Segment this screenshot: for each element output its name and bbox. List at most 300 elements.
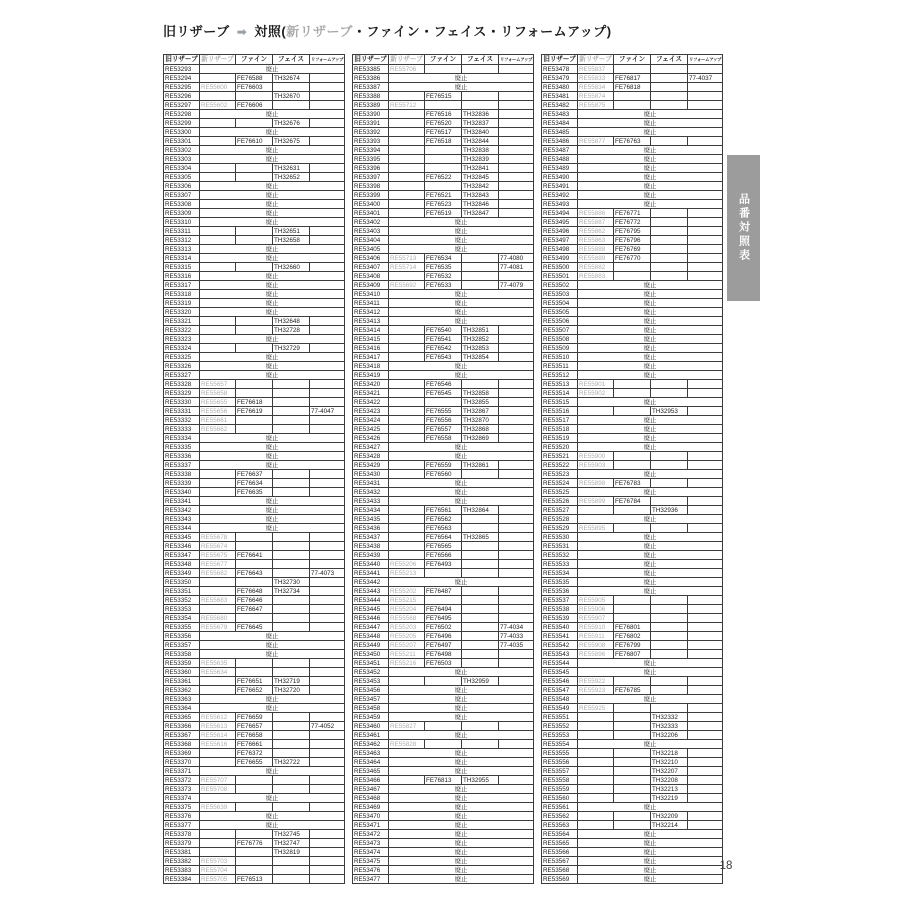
- discontinued-cell: 廃止: [389, 731, 534, 740]
- face-code-cell: TH32843: [462, 191, 499, 200]
- fine-code-cell: FE76521: [425, 191, 462, 200]
- table-row: [353, 758, 534, 767]
- fine-code-cell: [236, 830, 273, 839]
- face-code-cell: [462, 659, 499, 668]
- old-code-cell: RE53298: [164, 110, 200, 119]
- table-row: [542, 290, 723, 299]
- table-row: [164, 128, 345, 137]
- old-code-cell: RE53359: [164, 659, 200, 668]
- reform-code-cell: [310, 389, 345, 398]
- old-code-cell: RE53492: [542, 191, 578, 200]
- discontinued-cell: 廃止: [578, 164, 723, 173]
- old-code-cell: RE53368: [164, 740, 200, 749]
- reform-code-cell: [310, 263, 345, 272]
- new-code-cell: RE55833: [578, 74, 614, 83]
- new-code-cell: [578, 821, 614, 830]
- discontinued-cell: 廃止: [389, 695, 534, 704]
- table-row: [164, 137, 345, 146]
- old-code-cell: RE53487: [542, 146, 578, 155]
- face-code-cell: TH32658: [273, 236, 310, 245]
- face-code-cell: [273, 569, 310, 578]
- fine-code-cell: FE76557: [425, 425, 462, 434]
- face-code-cell: TH32332: [651, 713, 688, 722]
- discontinued-cell: 廃止: [389, 749, 534, 758]
- old-code-cell: RE53334: [164, 434, 200, 443]
- fine-code-cell: [614, 380, 651, 389]
- old-code-cell: RE53518: [542, 425, 578, 434]
- reform-code-cell: [499, 506, 534, 515]
- new-code-cell: RE55206: [389, 560, 425, 569]
- table-row: [164, 191, 345, 200]
- reform-code-cell: [499, 470, 534, 479]
- old-code-cell: RE53360: [164, 668, 200, 677]
- face-code-cell: [462, 722, 499, 731]
- table-row: [353, 65, 534, 74]
- table-row: [542, 830, 723, 839]
- reform-code-cell: [688, 794, 723, 803]
- discontinued-cell: 廃止: [200, 308, 345, 317]
- table-row: [542, 785, 723, 794]
- table-row: [353, 704, 534, 713]
- old-code-cell: RE53496: [542, 227, 578, 236]
- fine-code-cell: [614, 452, 651, 461]
- fine-code-cell: [614, 713, 651, 722]
- old-code-cell: RE53386: [353, 74, 389, 83]
- table-row: [542, 677, 723, 686]
- discontinued-cell: 廃止: [578, 416, 723, 425]
- old-code-cell: RE53323: [164, 335, 200, 344]
- discontinued-cell: 廃止: [578, 695, 723, 704]
- table-row: [542, 803, 723, 812]
- face-code-cell: [462, 515, 499, 524]
- table-row: [164, 749, 345, 758]
- old-code-cell: RE53392: [353, 128, 389, 137]
- fine-code-cell: [425, 155, 462, 164]
- reform-code-cell: [688, 83, 723, 92]
- reform-code-cell: [688, 614, 723, 623]
- table-row: [542, 695, 723, 704]
- new-code-cell: RE55911: [578, 632, 614, 641]
- new-code-cell: [389, 389, 425, 398]
- table-row: [542, 605, 723, 614]
- reform-code-cell: [499, 146, 534, 155]
- reform-code-cell: [499, 722, 534, 731]
- table-row: [542, 335, 723, 344]
- new-code-cell: RE55714: [389, 263, 425, 272]
- column-header-reform: リフォームアップ: [310, 55, 345, 65]
- old-code-cell: RE53337: [164, 461, 200, 470]
- fine-code-cell: [614, 749, 651, 758]
- reform-code-cell: [499, 200, 534, 209]
- reform-code-cell: [688, 821, 723, 830]
- fine-code-cell: FE76646: [236, 596, 273, 605]
- face-code-cell: [273, 614, 310, 623]
- table-row: [542, 380, 723, 389]
- table-row: [353, 245, 534, 254]
- reform-code-cell: 77-4080: [499, 254, 534, 263]
- face-code-cell: TH32869: [462, 434, 499, 443]
- discontinued-cell: 廃止: [578, 875, 723, 884]
- table-row: [164, 605, 345, 614]
- new-code-cell: [389, 380, 425, 389]
- face-code-cell: [651, 101, 688, 110]
- table-row: [542, 110, 723, 119]
- new-code-cell: [200, 173, 236, 182]
- old-code-cell: RE53498: [542, 245, 578, 254]
- reform-code-cell: 77-4081: [499, 263, 534, 272]
- reform-code-cell: [310, 119, 345, 128]
- old-code-cell: RE53356: [164, 632, 200, 641]
- discontinued-cell: 廃止: [578, 344, 723, 353]
- table-row: [542, 587, 723, 596]
- table-row: [353, 371, 534, 380]
- old-code-cell: RE53468: [353, 794, 389, 803]
- fine-code-cell: FE76518: [425, 137, 462, 146]
- old-code-cell: RE53529: [542, 524, 578, 533]
- face-code-cell: [651, 632, 688, 641]
- fine-code-cell: FE76534: [425, 254, 462, 263]
- face-code-cell: [462, 281, 499, 290]
- new-code-cell: [389, 524, 425, 533]
- old-code-cell: RE53485: [542, 128, 578, 137]
- old-code-cell: RE53430: [353, 470, 389, 479]
- table-row: [164, 830, 345, 839]
- fine-code-cell: [236, 317, 273, 326]
- old-code-cell: RE53522: [542, 461, 578, 470]
- old-code-cell: RE53481: [542, 92, 578, 101]
- reform-code-cell: [688, 65, 723, 74]
- new-code-cell: RE55882: [578, 263, 614, 272]
- new-code-cell: RE55207: [389, 641, 425, 650]
- table-row: [353, 875, 534, 884]
- reform-code-cell: [499, 560, 534, 569]
- old-code-cell: RE53438: [353, 542, 389, 551]
- old-code-cell: RE53470: [353, 812, 389, 821]
- reform-code-cell: [499, 344, 534, 353]
- old-code-cell: RE53306: [164, 182, 200, 191]
- reference-table-2: [352, 54, 534, 884]
- old-code-cell: RE53557: [542, 767, 578, 776]
- table-row: [164, 677, 345, 686]
- new-code-cell: [200, 344, 236, 353]
- fine-code-cell: [614, 65, 651, 74]
- old-code-cell: RE53564: [542, 830, 578, 839]
- old-code-cell: RE53305: [164, 173, 200, 182]
- old-code-cell: RE53340: [164, 488, 200, 497]
- face-code-cell: [462, 551, 499, 560]
- new-code-cell: RE55883: [578, 272, 614, 281]
- old-code-cell: RE53439: [353, 551, 389, 560]
- table-row: [164, 668, 345, 677]
- discontinued-cell: 廃止: [389, 686, 534, 695]
- table-row: [542, 371, 723, 380]
- fine-code-cell: [236, 857, 273, 866]
- old-code-cell: RE53464: [353, 758, 389, 767]
- new-code-cell: RE55661: [200, 416, 236, 425]
- face-code-cell: [651, 614, 688, 623]
- old-code-cell: RE53344: [164, 524, 200, 533]
- column-header-fine: ファイン: [614, 55, 651, 65]
- reform-code-cell: [499, 389, 534, 398]
- old-code-cell: RE53300: [164, 128, 200, 137]
- table-row: [164, 389, 345, 398]
- table-row: [542, 488, 723, 497]
- table-row: [164, 209, 345, 218]
- column-header-old: 旧リザーブ: [165, 56, 198, 63]
- old-code-cell: RE53508: [542, 335, 578, 344]
- old-code-cell: RE53545: [542, 668, 578, 677]
- new-code-cell: [389, 470, 425, 479]
- discontinued-cell: 廃止: [389, 578, 534, 587]
- reform-code-cell: [688, 713, 723, 722]
- face-code-cell: [651, 452, 688, 461]
- reform-code-cell: [310, 758, 345, 767]
- table-row: [353, 308, 534, 317]
- old-code-cell: RE53332: [164, 416, 200, 425]
- new-code-cell: [200, 578, 236, 587]
- discontinued-cell: 廃止: [578, 857, 723, 866]
- old-code-cell: RE53536: [542, 587, 578, 596]
- new-code-cell: [389, 119, 425, 128]
- fine-code-cell: FE76493: [425, 560, 462, 569]
- new-code-cell: [389, 542, 425, 551]
- fine-code-cell: FE76813: [425, 776, 462, 785]
- table-row: [542, 560, 723, 569]
- discontinued-cell: 廃止: [200, 434, 345, 443]
- reform-code-cell: [688, 380, 723, 389]
- old-code-cell: RE53358: [164, 650, 200, 659]
- fine-code-cell: FE76655: [236, 758, 273, 767]
- column-header-fine: ファイン: [236, 55, 273, 65]
- discontinued-cell: 廃止: [200, 146, 345, 155]
- old-code-cell: RE53431: [353, 479, 389, 488]
- discontinued-cell: 廃止: [200, 821, 345, 830]
- table-row: [353, 326, 534, 335]
- face-code-cell: [273, 875, 310, 884]
- table-row: [353, 425, 534, 434]
- discontinued-cell: 廃止: [578, 668, 723, 677]
- old-code-cell: RE53521: [542, 452, 578, 461]
- table-row: [164, 452, 345, 461]
- old-code-cell: RE53463: [353, 749, 389, 758]
- fine-code-cell: FE76546: [425, 380, 462, 389]
- new-code-cell: [200, 749, 236, 758]
- new-code-cell: [578, 407, 614, 416]
- fine-code-cell: [425, 164, 462, 173]
- face-code-cell: [462, 605, 499, 614]
- new-code-cell: [200, 488, 236, 497]
- new-code-cell: RE55678: [200, 533, 236, 542]
- fine-code-cell: FE76619: [236, 407, 273, 416]
- fine-code-cell: [614, 596, 651, 605]
- fine-code-cell: [614, 272, 651, 281]
- fine-code-cell: FE76535: [425, 263, 462, 272]
- new-code-cell: [389, 200, 425, 209]
- fine-code-cell: FE76784: [614, 497, 651, 506]
- table-row: [542, 740, 723, 749]
- face-code-cell: [273, 605, 310, 614]
- discontinued-cell: 廃止: [578, 488, 723, 497]
- face-code-cell: TH32858: [462, 389, 499, 398]
- new-code-cell: RE55680: [200, 614, 236, 623]
- reform-code-cell: [688, 461, 723, 470]
- new-code-cell: RE55616: [200, 740, 236, 749]
- fine-code-cell: FE76795: [614, 227, 651, 236]
- reform-code-cell: [688, 731, 723, 740]
- discontinued-cell: 廃止: [578, 659, 723, 668]
- old-code-cell: RE53479: [542, 74, 578, 83]
- new-code-cell: RE55875: [578, 101, 614, 110]
- old-code-cell: RE53458: [353, 704, 389, 713]
- discontinued-cell: 廃止: [578, 515, 723, 524]
- reform-code-cell: [688, 785, 723, 794]
- old-code-cell: RE53507: [542, 326, 578, 335]
- fine-code-cell: FE76495: [425, 614, 462, 623]
- new-code-cell: RE55634: [200, 668, 236, 677]
- old-code-cell: RE53449: [353, 641, 389, 650]
- old-code-cell: RE53437: [353, 533, 389, 542]
- old-code-cell: RE53415: [353, 335, 389, 344]
- new-code-cell: RE55656: [200, 407, 236, 416]
- fine-code-cell: FE76796: [614, 236, 651, 245]
- discontinued-cell: 廃止: [578, 866, 723, 875]
- fine-code-cell: FE76637: [236, 470, 273, 479]
- discontinued-cell: 廃止: [200, 155, 345, 164]
- table-row: [542, 218, 723, 227]
- new-code-cell: [389, 128, 425, 137]
- table-row: [542, 299, 723, 308]
- fine-code-cell: [236, 578, 273, 587]
- face-code-cell: [651, 272, 688, 281]
- reform-code-cell: [499, 596, 534, 605]
- fine-code-cell: FE76769: [614, 245, 651, 254]
- discontinued-cell: 廃止: [200, 218, 345, 227]
- old-code-cell: RE53336: [164, 452, 200, 461]
- table-row: [164, 785, 345, 794]
- new-code-cell: [578, 785, 614, 794]
- new-code-cell: [200, 686, 236, 695]
- reform-code-cell: [688, 758, 723, 767]
- old-code-cell: RE53417: [353, 353, 389, 362]
- old-code-cell: RE53393: [353, 137, 389, 146]
- old-code-cell: RE53569: [542, 875, 578, 884]
- reform-code-cell: [310, 614, 345, 623]
- table-row: [164, 425, 345, 434]
- reform-code-cell: [688, 686, 723, 695]
- table-row: [542, 434, 723, 443]
- table-row: [542, 128, 723, 137]
- new-code-cell: [389, 515, 425, 524]
- fine-code-cell: FE76562: [425, 515, 462, 524]
- reform-code-cell: [310, 839, 345, 848]
- new-code-cell: RE55602: [200, 101, 236, 110]
- old-code-cell: RE53378: [164, 830, 200, 839]
- discontinued-cell: 廃止: [200, 497, 345, 506]
- fine-code-cell: FE76645: [236, 623, 273, 632]
- fine-code-cell: [425, 722, 462, 731]
- face-code-cell: TH32854: [462, 353, 499, 362]
- new-code-cell: RE55679: [200, 623, 236, 632]
- table-row: [353, 614, 534, 623]
- new-code-cell: [389, 146, 425, 155]
- face-code-cell: [651, 479, 688, 488]
- new-code-cell: RE55705: [200, 875, 236, 884]
- discontinued-cell: 廃止: [389, 479, 534, 488]
- old-code-cell: RE53304: [164, 164, 200, 173]
- face-code-cell: TH32674: [273, 74, 310, 83]
- discontinued-cell: 廃止: [578, 839, 723, 848]
- table-row: [542, 578, 723, 587]
- fine-code-cell: FE76533: [425, 281, 462, 290]
- old-code-cell: RE53426: [353, 434, 389, 443]
- face-code-cell: [273, 398, 310, 407]
- new-code-cell: RE55874: [578, 92, 614, 101]
- fine-code-cell: [236, 560, 273, 569]
- old-code-cell: RE53399: [353, 191, 389, 200]
- old-code-cell: RE53497: [542, 236, 578, 245]
- table-row: [542, 461, 723, 470]
- face-code-cell: TH32660: [273, 263, 310, 272]
- table-row: [542, 875, 723, 884]
- old-code-cell: RE53432: [353, 488, 389, 497]
- old-code-cell: RE53465: [353, 767, 389, 776]
- face-code-cell: [273, 389, 310, 398]
- reform-code-cell: [310, 173, 345, 182]
- discontinued-cell: 廃止: [200, 695, 345, 704]
- fine-code-cell: FE76556: [425, 416, 462, 425]
- discontinued-cell: 廃止: [389, 299, 534, 308]
- table-row: [542, 533, 723, 542]
- old-code-cell: RE53542: [542, 641, 578, 650]
- reform-code-cell: [688, 641, 723, 650]
- old-code-cell: RE53527: [542, 506, 578, 515]
- face-code-cell: TH32845: [462, 173, 499, 182]
- old-code-cell: RE53379: [164, 839, 200, 848]
- table-row: [164, 200, 345, 209]
- discontinued-cell: 廃止: [389, 452, 534, 461]
- table-row: [164, 101, 345, 110]
- face-code-cell: [651, 380, 688, 389]
- face-code-cell: [462, 623, 499, 632]
- new-code-cell: [200, 164, 236, 173]
- discontinued-cell: 廃止: [200, 524, 345, 533]
- old-code-cell: RE53443: [353, 587, 389, 596]
- new-code-cell: RE55828: [389, 740, 425, 749]
- face-code-cell: [462, 65, 499, 74]
- face-code-cell: TH32868: [462, 425, 499, 434]
- reform-code-cell: [499, 398, 534, 407]
- table-row: [542, 632, 723, 641]
- old-code-cell: RE53375: [164, 803, 200, 812]
- fine-code-cell: [614, 731, 651, 740]
- old-code-cell: RE53420: [353, 380, 389, 389]
- discontinued-cell: 廃止: [200, 704, 345, 713]
- discontinued-cell: 廃止: [578, 146, 723, 155]
- table-row: [164, 164, 345, 173]
- table-row: [164, 704, 345, 713]
- table-row: [164, 434, 345, 443]
- old-code-cell: RE53534: [542, 569, 578, 578]
- old-code-cell: RE53541: [542, 632, 578, 641]
- reform-code-cell: [310, 713, 345, 722]
- face-code-cell: TH32729: [273, 344, 310, 353]
- fine-code-cell: FE76651: [236, 677, 273, 686]
- table-row: [164, 479, 345, 488]
- face-code-cell: [651, 497, 688, 506]
- new-code-cell: RE55837: [578, 65, 614, 74]
- face-code-cell: [651, 74, 688, 83]
- old-code-cell: RE53444: [353, 596, 389, 605]
